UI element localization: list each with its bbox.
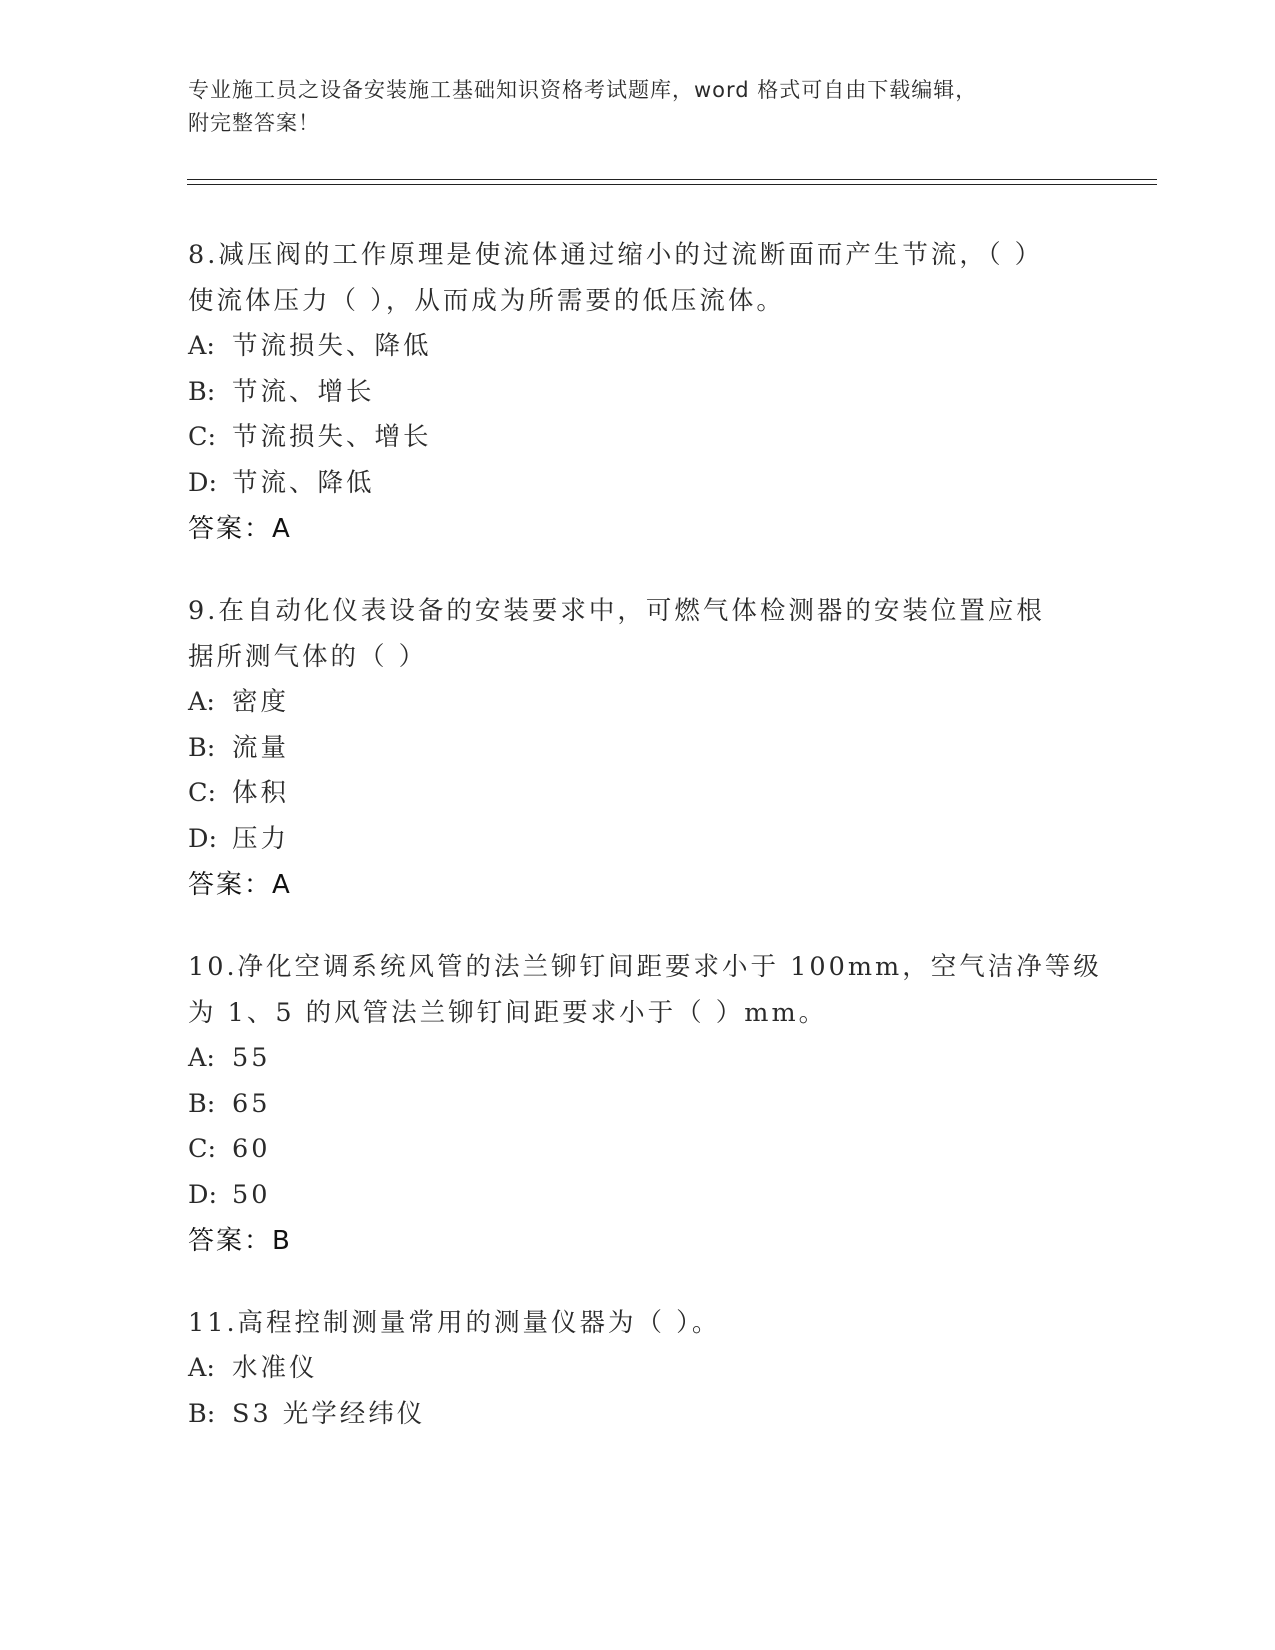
- option-b: [188, 1392, 1088, 1438]
- option-letter: D:: [188, 823, 218, 854]
- option-c: [188, 771, 1088, 817]
- stem-line: 使流体压力（ ），从而成为所需要的低压流体。: [188, 286, 785, 316]
- option-letter: B:: [188, 732, 216, 763]
- option-text: 节流、增长: [232, 376, 375, 407]
- option-text: 60: [232, 1134, 271, 1164]
- question-stem: [188, 588, 1088, 680]
- option-text: 压力: [232, 823, 290, 854]
- option-letter: A:: [188, 1353, 216, 1383]
- stem-line: 11.高程控制测量常用的测量仪器为（ ）。: [188, 1308, 721, 1338]
- option-a: [188, 1346, 1088, 1392]
- question-11: [188, 1300, 1088, 1437]
- option-letter: B:: [188, 1398, 216, 1429]
- answer-line: 答案：A: [188, 514, 292, 544]
- option-text: 体积: [232, 778, 290, 808]
- stem-line: 10.净化空调系统风管的法兰铆钉间距要求小于 100mm，空气洁净等级: [188, 952, 1102, 982]
- question-10: [188, 944, 1102, 1264]
- question-stem: [188, 232, 1088, 324]
- stem-line: 9.在自动化仪表设备的安装要求中，可燃气体检测器的安装位置应根: [188, 596, 1045, 626]
- option-text: 65: [232, 1088, 271, 1119]
- answer-line: 答案：B: [188, 1226, 292, 1256]
- question-8: [188, 232, 1088, 552]
- option-text: S3 光学经纬仪: [232, 1398, 426, 1429]
- option-letter: D:: [188, 467, 218, 498]
- option-a: [188, 1036, 1088, 1082]
- option-c: [188, 415, 1088, 461]
- option-c: [188, 1127, 1088, 1173]
- option-text: 50: [232, 1179, 271, 1210]
- option-text: 流量: [232, 732, 290, 763]
- answer-line: 答案：A: [188, 870, 292, 900]
- option-letter: A:: [188, 1043, 216, 1073]
- stem-line: 8.减压阀的工作原理是使流体通过缩小的过流断面而产生节流，（ ）: [188, 240, 1044, 270]
- option-text: 水准仪: [232, 1353, 318, 1383]
- header-divider-bottom: [187, 184, 1157, 185]
- question-list: [188, 232, 1102, 1473]
- option-a: [188, 324, 1088, 370]
- stem-line: 为 1、5 的风管法兰铆钉间距要求小于（ ）mm。: [188, 998, 828, 1028]
- question-stem: [188, 1300, 1088, 1346]
- option-letter: D:: [188, 1179, 218, 1210]
- option-d: [188, 461, 1088, 507]
- stem-line: 据所测气体的（ ）: [188, 642, 428, 672]
- option-letter: A:: [188, 331, 216, 361]
- header-divider-top: [187, 179, 1157, 180]
- option-a: [188, 680, 1088, 726]
- option-text: 节流、降低: [232, 467, 375, 498]
- question-stem: [188, 944, 1102, 1036]
- option-letter: C:: [188, 1134, 217, 1164]
- option-text: 节流损失、增长: [232, 422, 432, 452]
- option-letter: C:: [188, 422, 217, 452]
- header-line-2: 附完整答案！: [188, 111, 320, 135]
- question-9: [188, 588, 1088, 908]
- option-text: 密度: [232, 687, 290, 717]
- option-b: [188, 726, 1088, 772]
- option-letter: C:: [188, 778, 217, 808]
- option-text: 节流损失、降低: [232, 331, 432, 361]
- option-b: [188, 370, 1088, 416]
- option-b: [188, 1082, 1088, 1128]
- document-header: [188, 74, 1068, 140]
- option-letter: B:: [188, 1088, 216, 1119]
- option-text: 55: [232, 1043, 271, 1073]
- option-d: [188, 1173, 1088, 1219]
- option-d: [188, 817, 1088, 863]
- header-line-1: 专业施工员之设备安装施工基础知识资格考试题库，word 格式可自由下载编辑，: [188, 78, 978, 102]
- option-letter: A:: [188, 687, 216, 717]
- option-letter: B:: [188, 376, 216, 407]
